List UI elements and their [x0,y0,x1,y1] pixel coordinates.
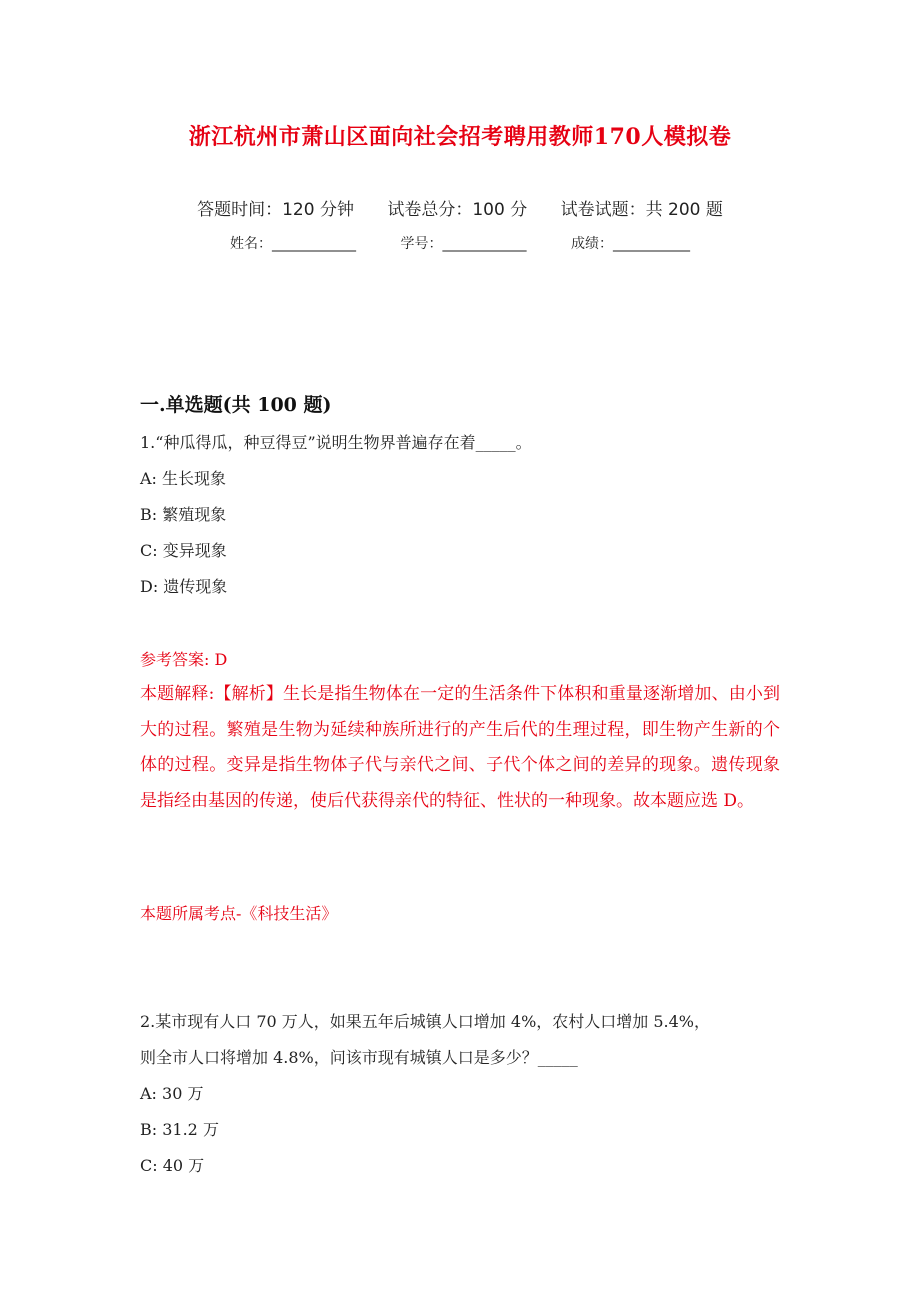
question-2-option-a: A: 30 万 [140,1084,204,1103]
section-title: 一.单选题(共 100 题) [140,394,332,416]
question-2-option-c: C: 40 万 [140,1156,205,1175]
name-field: 姓名：____________ [230,236,357,252]
total-score: 试卷总分：100 分 [387,200,528,220]
question-2-stem-line-2: 则全市人口将增加 4.8%，问该市现有城镇人口是多少？_____ [140,1048,578,1067]
question-1-explanation: 本题解释:【解析】生长是指生物体在一定的生活条件下体积和重量逐渐增加、由小到大的过程。繁殖是生物为延续种族所进行的产生后代的生理过程，即生物产生新的个体的过程。变异是指生物体子代与亲代之间、子代个体之间的差异的现象。遗传现象是指经由基因的传递，使后代获得亲代的特征、性状的一种现象。故本题应选 D。 [140,684,780,811]
question-2-option-b: B: 31.2 万 [140,1120,219,1139]
question-1-category: 本题所属考点-《科技生活》 [140,904,338,923]
exam-time: 答题时间：120 分钟 [197,200,354,220]
question-1-option-c: C: 变异现象 [140,541,227,560]
student-info-line [0,233,920,253]
question-2-stem-line-1: 2.某市现有人口 70 万人，如果五年后城镇人口增加 4%，农村人口增加 5.4%， [140,1012,711,1031]
exam-title: 浙江杭州市萧山区面向社会招考聘用教师170人模拟卷 [188,124,732,150]
question-1-stem: 1.“种瓜得瓜，种豆得豆”说明生物界普遍存在着_____。 [140,433,532,452]
question-1-option-d: D: 遗传现象 [140,577,228,596]
student-id-field: 学号：____________ [400,236,527,252]
question-1-option-a: A: 生长现象 [140,469,227,488]
question-1-option-b: B: 繁殖现象 [140,505,227,524]
question-1-answer: 参考答案: D [140,650,228,669]
exam-info-line [0,195,920,220]
question-count: 试卷试题：共 200 题 [560,200,723,220]
score-field: 成绩：___________ [570,236,690,252]
